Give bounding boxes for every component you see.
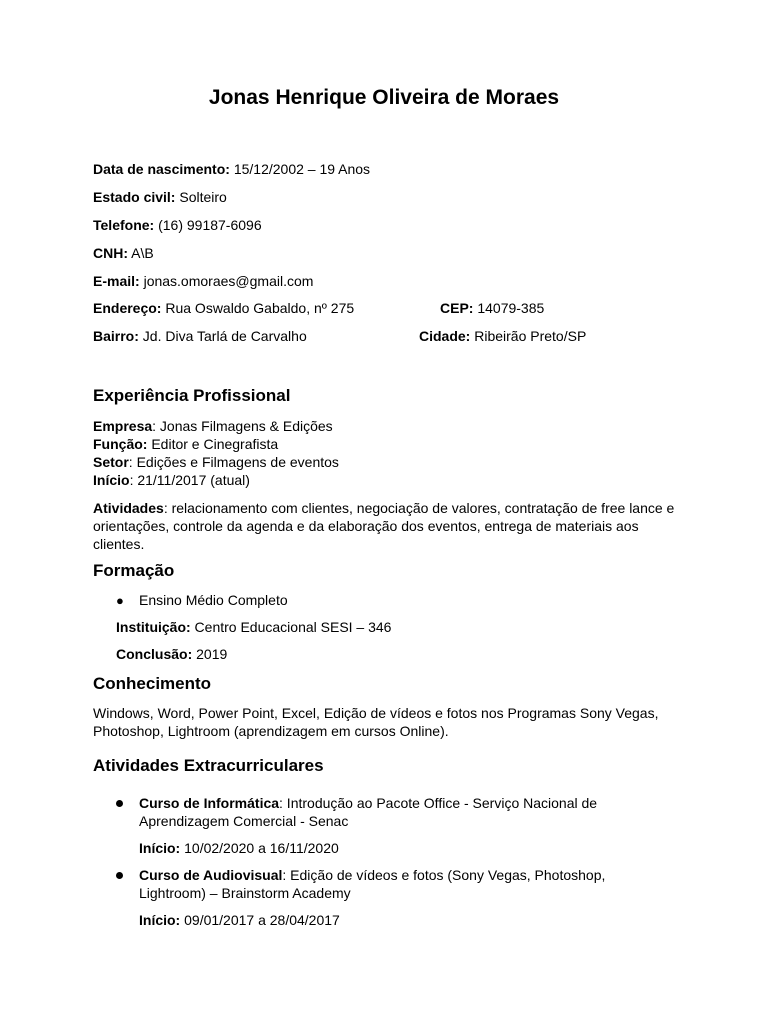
conclusion-value: 2019 [192,646,228,662]
course-1-start-value: 10/02/2020 a 16/11/2020 [180,840,339,856]
sector-line [93,454,339,470]
district-line [93,328,307,344]
institution-line [116,619,391,635]
bullet-disc-icon [116,872,123,879]
institution-label: Instituição: [116,619,191,635]
civil-line [93,189,227,205]
cep-label: CEP: [440,300,474,316]
company-value: : Jonas Filmagens & Edições [152,418,333,434]
course-2-title: Curso de Audiovisual [139,867,283,883]
birth-label: Data de nascimento: [93,161,230,177]
course-1-paragraph [139,794,659,830]
knowledge-text: Windows, Word, Power Point, Excel, Edição de vídeos e fotos nos Programas Sony Vegas, Photoshop, Lightroom (aprendizagem em cursos Online). [93,705,659,739]
activities-label: Atividades [93,500,164,516]
city-value: Ribeirão Preto/SP [470,328,587,344]
district-value: Jd. Diva Tarlá de Carvalho [138,328,307,344]
resume-name: Jonas Henrique Oliveira de Moraes [208,86,560,109]
address-label: Endereço: [93,300,162,316]
extracurricular-heading: Atividades Extracurriculares [93,756,324,775]
civil-label: Estado civil: [93,189,176,205]
phone-value: (16) 99187-6096 [154,217,262,233]
sector-value: : Edições e Filmagens de eventos [128,454,339,470]
role-label: Função: [93,436,148,452]
course-2-start-label: Início: [139,912,181,928]
company-line [93,418,333,434]
institution-value: Centro Educacional SESI – 346 [190,619,392,635]
education-item: Ensino Médio Completo [139,592,288,608]
course-2-start-value: 09/01/2017 a 28/04/2017 [180,912,340,928]
cnh-value: A\B [128,245,154,261]
birth-line [93,161,370,177]
bullet-dot-icon: ● [116,593,124,608]
course-1-start-label: Início: [139,840,181,856]
course-2-paragraph [139,866,649,902]
experience-heading: Experiência Profissional [93,386,291,405]
city-label: Cidade: [419,328,471,344]
sector-label: Setor [93,454,129,470]
phone-label: Telefone: [93,217,155,233]
email-line [93,273,313,289]
start-line [93,472,250,488]
cnh-label: CNH: [93,245,128,261]
address-value: Rua Oswaldo Gabaldo, nº 275 [161,300,355,316]
email-value: jonas.omoraes@gmail.com [139,273,314,289]
conclusion-line [116,646,227,662]
company-label: Empresa [93,418,153,434]
civil-value: Solteiro [175,189,227,205]
phone-line [93,217,262,233]
course-2-desc: : Edição de vídeos e fotos (Sony Vegas, Photoshop, Lightroom) – Brainstorm Academy [139,867,606,901]
city-line [419,328,586,344]
course-2-start-line [139,912,340,928]
conclusion-label: Conclusão: [116,646,193,662]
cep-value: 14079-385 [473,300,545,316]
course-1-desc: : Introdução ao Pacote Office - Serviço Nacional de Aprendizagem Comercial - Senac [139,795,598,829]
district-label: Bairro: [93,328,139,344]
start-value: : 21/11/2017 (atual) [129,472,250,488]
birth-value: 15/12/2002 – 19 Anos [229,161,371,177]
email-label: E-mail: [93,273,140,289]
education-heading: Formação [93,561,175,580]
address-line [93,300,354,316]
bullet-disc-icon [116,800,123,807]
cep-line [440,300,544,316]
activities-paragraph [93,499,683,553]
course-1-title: Curso de Informática [139,795,280,811]
role-line [93,436,278,452]
start-label: Início [93,472,130,488]
role-value: Editor e Cinegrafista [147,436,279,452]
course-1-start-line [139,840,339,856]
knowledge-heading: Conhecimento [93,674,212,693]
cnh-line [93,245,154,261]
activities-value: : relacionamento com clientes, negociação de valores, contratação de free lance e orientações, controle da agenda e da elaboração dos eventos, entrega de materiais aos clientes. [93,500,675,552]
